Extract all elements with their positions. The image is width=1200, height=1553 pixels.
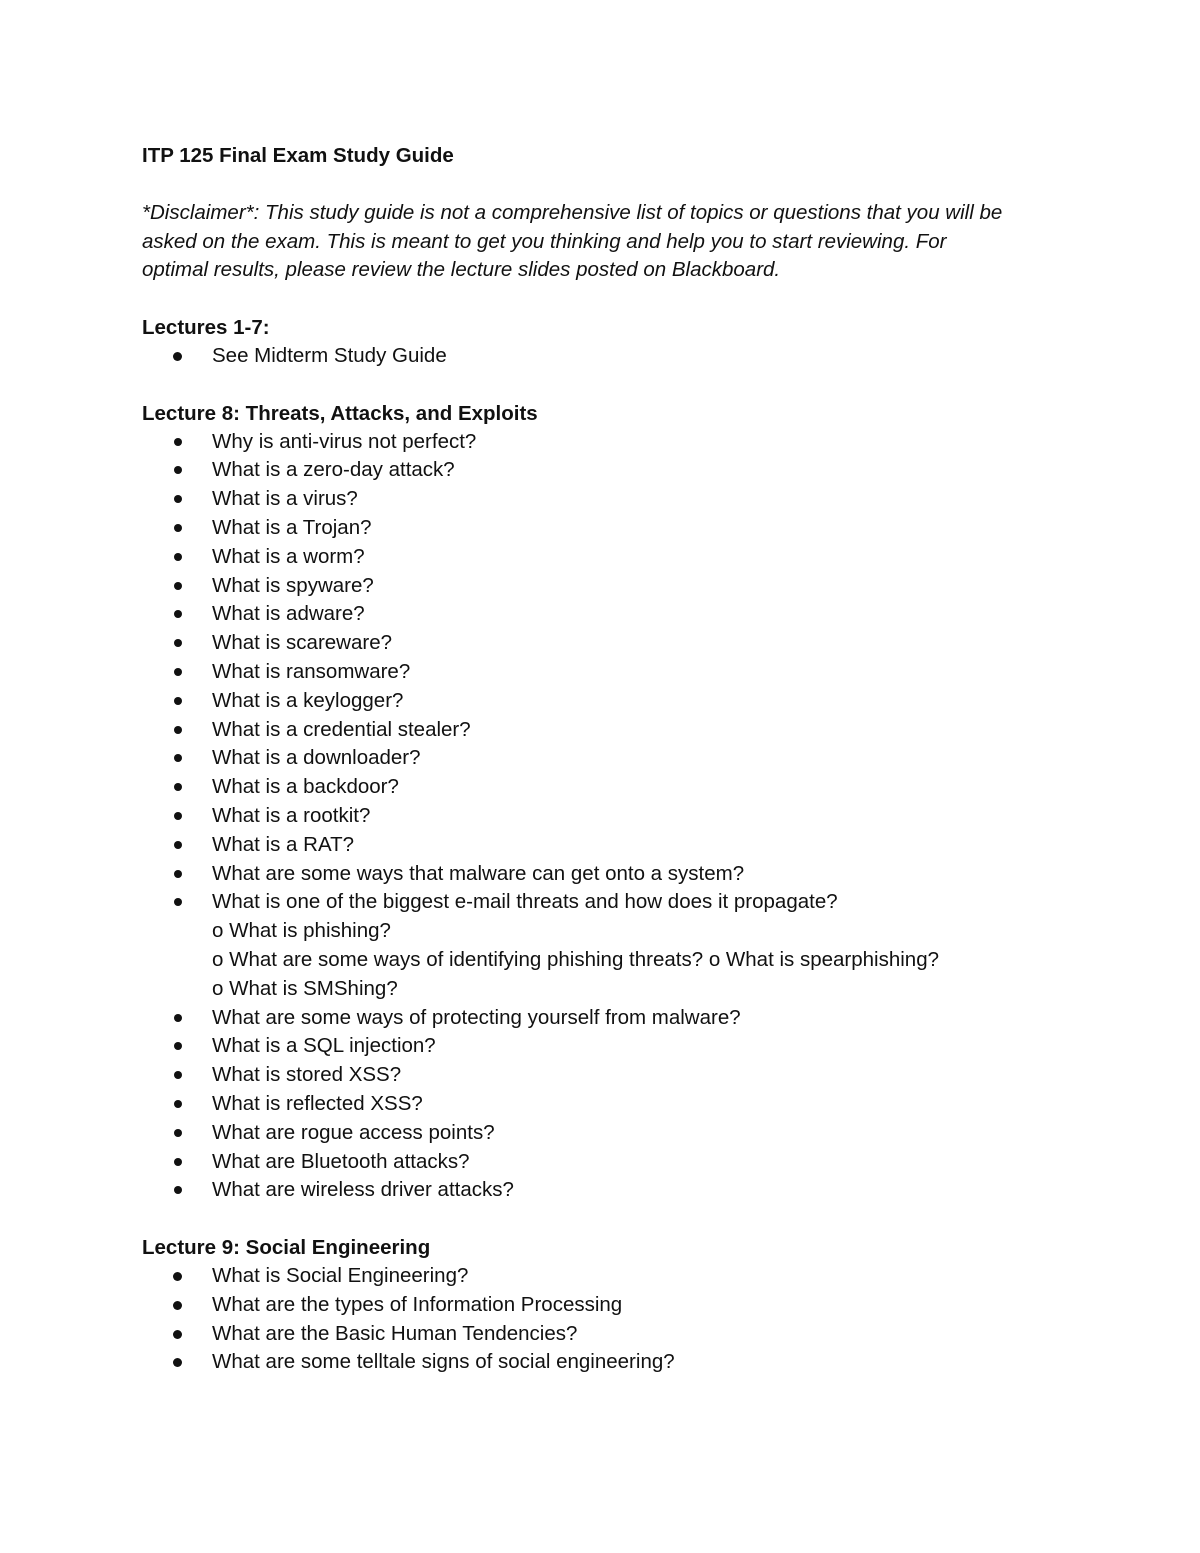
- list-item: What is a RAT?: [142, 831, 1082, 860]
- bullet-list: [142, 1004, 1082, 1206]
- list-item: What is a zero-day attack?: [142, 456, 1082, 485]
- list-item: What is Social Engineering?: [142, 1262, 1082, 1291]
- list-item: What is a SQL injection?: [142, 1032, 1082, 1061]
- bullet-icon: [174, 841, 182, 849]
- list-item: What is a credential stealer?: [142, 716, 1082, 745]
- sub-item: o What is SMShing?: [212, 976, 398, 1000]
- bullet-icon: [174, 1014, 182, 1022]
- bullet-icon: [174, 726, 182, 734]
- disclaimer-line: optimal results, please review the lecture slides posted on Blackboard.: [142, 258, 781, 282]
- bullet-icon: [174, 610, 182, 618]
- disclaimer-line: *Disclaimer*: This study guide is not a comprehensive list of topics or questions that you will be: [142, 201, 1003, 224]
- list-item: What is stored XSS?: [142, 1061, 1082, 1090]
- section-lecture-8: [142, 399, 1082, 1206]
- sub-item: o What are some ways of identifying phishing threats? o What is spearphishing?: [212, 947, 939, 971]
- list-item: What is a backdoor?: [142, 773, 1082, 802]
- list-item: What is adware?: [142, 600, 1082, 629]
- bullet-icon: [173, 1358, 182, 1367]
- document-page: [142, 141, 1082, 1377]
- section-heading: Lectures 1-7:: [142, 315, 270, 339]
- list-item: What are some ways of protecting yourself from malware?: [142, 1004, 1082, 1033]
- bullet-list: [142, 1262, 1082, 1377]
- list-item: What is reflected XSS?: [142, 1090, 1082, 1119]
- list-item: What is ransomware?: [142, 658, 1082, 687]
- bullet-icon: [174, 466, 182, 474]
- section-lectures-1-7: [142, 313, 1082, 371]
- disclaimer-line: asked on the exam. This is meant to get you thinking and help you to start reviewing. For: [142, 229, 947, 253]
- bullet-icon: [174, 1129, 182, 1137]
- bullet-icon: [174, 898, 182, 906]
- list-item: What is scareware?: [142, 629, 1082, 658]
- list-item: What is a virus?: [142, 485, 1082, 514]
- list-item: What are Bluetooth attacks?: [142, 1148, 1082, 1177]
- bullet-icon: [174, 1100, 182, 1108]
- bullet-icon: [174, 1186, 182, 1194]
- list-item: What is a downloader?: [142, 744, 1082, 773]
- list-item: See Midterm Study Guide: [142, 342, 1082, 371]
- bullet-icon: [174, 1042, 182, 1050]
- list-item: What are wireless driver attacks?: [142, 1176, 1082, 1205]
- list-item: What is a worm?: [142, 543, 1082, 572]
- disclaimer: [142, 199, 1082, 285]
- bullet-icon: [174, 754, 182, 762]
- document-title: ITP 125 Final Exam Study Guide: [142, 144, 454, 167]
- section-lecture-9: [142, 1233, 1082, 1377]
- bullet-icon: [174, 553, 182, 561]
- sub-item: o What is phishing?: [212, 919, 391, 943]
- bullet-icon: [174, 812, 182, 820]
- list-item: What are the Basic Human Tendencies?: [142, 1320, 1082, 1349]
- list-item: What is spyware?: [142, 572, 1082, 601]
- list-item: What is one of the biggest e-mail threats and how does it propagate?: [142, 888, 1082, 917]
- bullet-icon: [174, 870, 182, 878]
- bullet-list: [142, 342, 1082, 371]
- bullet-list: [142, 428, 1082, 918]
- bullet-icon: [174, 783, 182, 791]
- list-item: What are some telltale signs of social engineering?: [142, 1348, 1082, 1377]
- bullet-icon: [174, 697, 182, 705]
- list-item: What is a Trojan?: [142, 514, 1082, 543]
- bullet-icon: [174, 1071, 182, 1079]
- bullet-icon: [174, 639, 182, 647]
- bullet-icon: [174, 668, 182, 676]
- bullet-icon: [174, 1158, 182, 1166]
- section-heading: Lecture 8: Threats, Attacks, and Exploits: [142, 401, 538, 425]
- bullet-icon: [173, 1330, 182, 1339]
- list-item: What are some ways that malware can get onto a system?: [142, 860, 1082, 889]
- bullet-icon: [174, 495, 182, 503]
- list-item: What is a rootkit?: [142, 802, 1082, 831]
- section-heading: Lecture 9: Social Engineering: [142, 1236, 431, 1260]
- bullet-icon: [173, 1272, 182, 1281]
- bullet-icon: [174, 438, 182, 446]
- bullet-icon: [174, 524, 182, 532]
- list-item: What are the types of Information Processing: [142, 1291, 1082, 1320]
- list-item: Why is anti-virus not perfect?: [142, 428, 1082, 457]
- bullet-icon: [173, 1301, 182, 1310]
- list-item: What are rogue access points?: [142, 1119, 1082, 1148]
- list-item: What is a keylogger?: [142, 687, 1082, 716]
- bullet-icon: [173, 352, 182, 361]
- bullet-icon: [174, 582, 182, 590]
